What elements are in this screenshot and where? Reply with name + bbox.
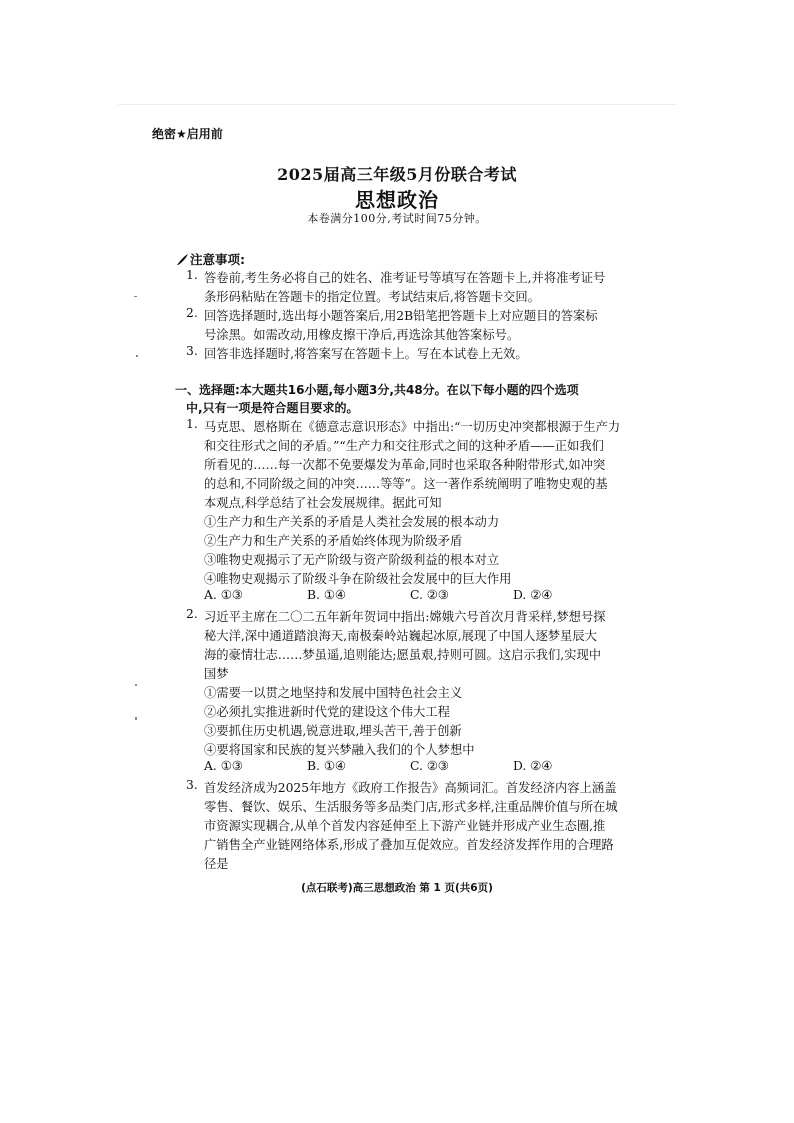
scan-speck xyxy=(134,296,137,297)
page-footer: (点石联考)高三思想政治 第 1 页(共6页) xyxy=(301,882,493,894)
statement: ②必须扎实推进新时代党的建设这个伟大工程 xyxy=(204,705,450,719)
statement: ②生产力和生产关系的矛盾始终体现为阶级矛盾 xyxy=(204,534,463,548)
question-line: 国梦 xyxy=(204,667,229,681)
question-line: 的总和,不同阶级之间的冲突……等等”。这一著作系统阐明了唯物史观的基 xyxy=(204,477,608,491)
question-line: 市资源实现耦合,从单个首发内容延伸至上下游产业链并形成产业生态圈,推 xyxy=(204,819,606,833)
note-line: 回答非选择题时,将答案写在答题卡上。写在本试卷上无效。 xyxy=(204,347,528,361)
notes-heading xyxy=(176,250,245,268)
note-line: 答卷前,考生务必将自己的姓名、准考证号等填写在答题卡上,并将准考证号 xyxy=(204,271,606,285)
statement: ①生产力和生产关系的矛盾是人类社会发展的根本动力 xyxy=(204,515,500,529)
question-line: 零售、餐饮、娱乐、生活服务等多品类门店,形式多样,注重品牌价值与所在城 xyxy=(204,800,618,814)
question-line: 秘大洋,深中通道踏浪海天,南极秦岭站巍起冰原,展现了中国人逐梦星辰大 xyxy=(204,629,597,643)
option-a: A. ①③ xyxy=(204,588,243,602)
quill-icon xyxy=(176,253,189,266)
question-line: 海的豪情壮志……梦虽遥,追则能达;愿虽艰,持则可圆。这启示我们,实现中 xyxy=(204,648,602,662)
scan-speck xyxy=(135,717,137,720)
note-line: 回答选择题时,选出每小题答案后,用2B铅笔把答题卡上对应题目的答案标 xyxy=(204,309,598,323)
option-c: C. ②③ xyxy=(410,759,449,773)
subject-title: 思想政治 xyxy=(355,188,439,212)
section-heading: 一、选择题:本大题共16小题,每小题3分,共48分。在以下每小题的四个选项 xyxy=(175,383,579,397)
question-number: 1. xyxy=(186,417,198,431)
question-number: 3. xyxy=(186,778,198,792)
question-line: 所看见的……每一次都不免要爆发为革命,同时也采取各种附带形式,如冲突 xyxy=(204,458,606,472)
question-number: 2. xyxy=(186,607,198,621)
score-info: 本卷满分100分,考试时间75分钟。 xyxy=(307,212,487,225)
note-line: 条形码粘贴在答题卡的指定位置。考试结束后,将答题卡交回。 xyxy=(204,290,540,304)
option-b: B. ①④ xyxy=(307,759,346,773)
question-line: 习近平主席在二〇二五年新年贺词中指出:嫦娥六号首次月背采样,梦想号探 xyxy=(204,610,606,624)
question-line: 本观点,科学总结了社会发展规律。据此可知 xyxy=(204,496,442,510)
question-line: 马克思、恩格斯在《德意志意识形态》中指出:“一切历史冲突都根源于生产力 xyxy=(204,420,621,434)
statement: ③唯物史观揭示了无产阶级与资产阶级利益的根本对立 xyxy=(204,553,500,567)
secret-mark: 绝密★启用前 xyxy=(152,127,223,141)
note-number: 2. xyxy=(186,306,198,320)
statement: ④要将国家和民族的复兴梦融入我们的个人梦想中 xyxy=(204,743,475,757)
scan-speck xyxy=(135,684,137,686)
question-line: 首发经济成为2025年地方《政府工作报告》高频词汇。首发经济内容上涵盖 xyxy=(204,781,617,795)
question-line: 广销售全产业链网络体系,形成了叠加互促效应。首发经济发挥作用的合理路 xyxy=(204,838,614,852)
option-b: B. ①④ xyxy=(307,588,346,602)
question-line: 径是 xyxy=(204,857,229,871)
option-c: C. ②③ xyxy=(410,588,449,602)
note-number: 3. xyxy=(186,344,198,358)
top-divider xyxy=(118,104,676,105)
statement: ④唯物史观揭示了阶级斗争在阶级社会发展中的巨大作用 xyxy=(204,572,512,586)
exam-title: 2025届高三年级5月份联合考试 xyxy=(277,165,517,184)
scan-speck xyxy=(136,355,138,357)
statement: ③要抓住历史机遇,锐意进取,埋头苦干,善于创新 xyxy=(204,724,462,738)
option-d: D. ②④ xyxy=(513,588,553,602)
option-d: D. ②④ xyxy=(513,759,553,773)
notes-heading-text: 注意事项: xyxy=(190,252,245,267)
option-a: A. ①③ xyxy=(204,759,243,773)
statement: ①需要一以贯之地坚持和发展中国特色社会主义 xyxy=(204,686,463,700)
question-line: 和交往形式之间的矛盾。”“生产力和交往形式之间的这种矛盾——正如我们 xyxy=(204,439,604,453)
note-number: 1. xyxy=(186,268,198,282)
section-heading: 中,只有一项是符合题目要求的。 xyxy=(186,401,359,415)
note-line: 号涂黑。如需改动,用橡皮擦干净后,再选涂其他答案标号。 xyxy=(204,328,520,342)
